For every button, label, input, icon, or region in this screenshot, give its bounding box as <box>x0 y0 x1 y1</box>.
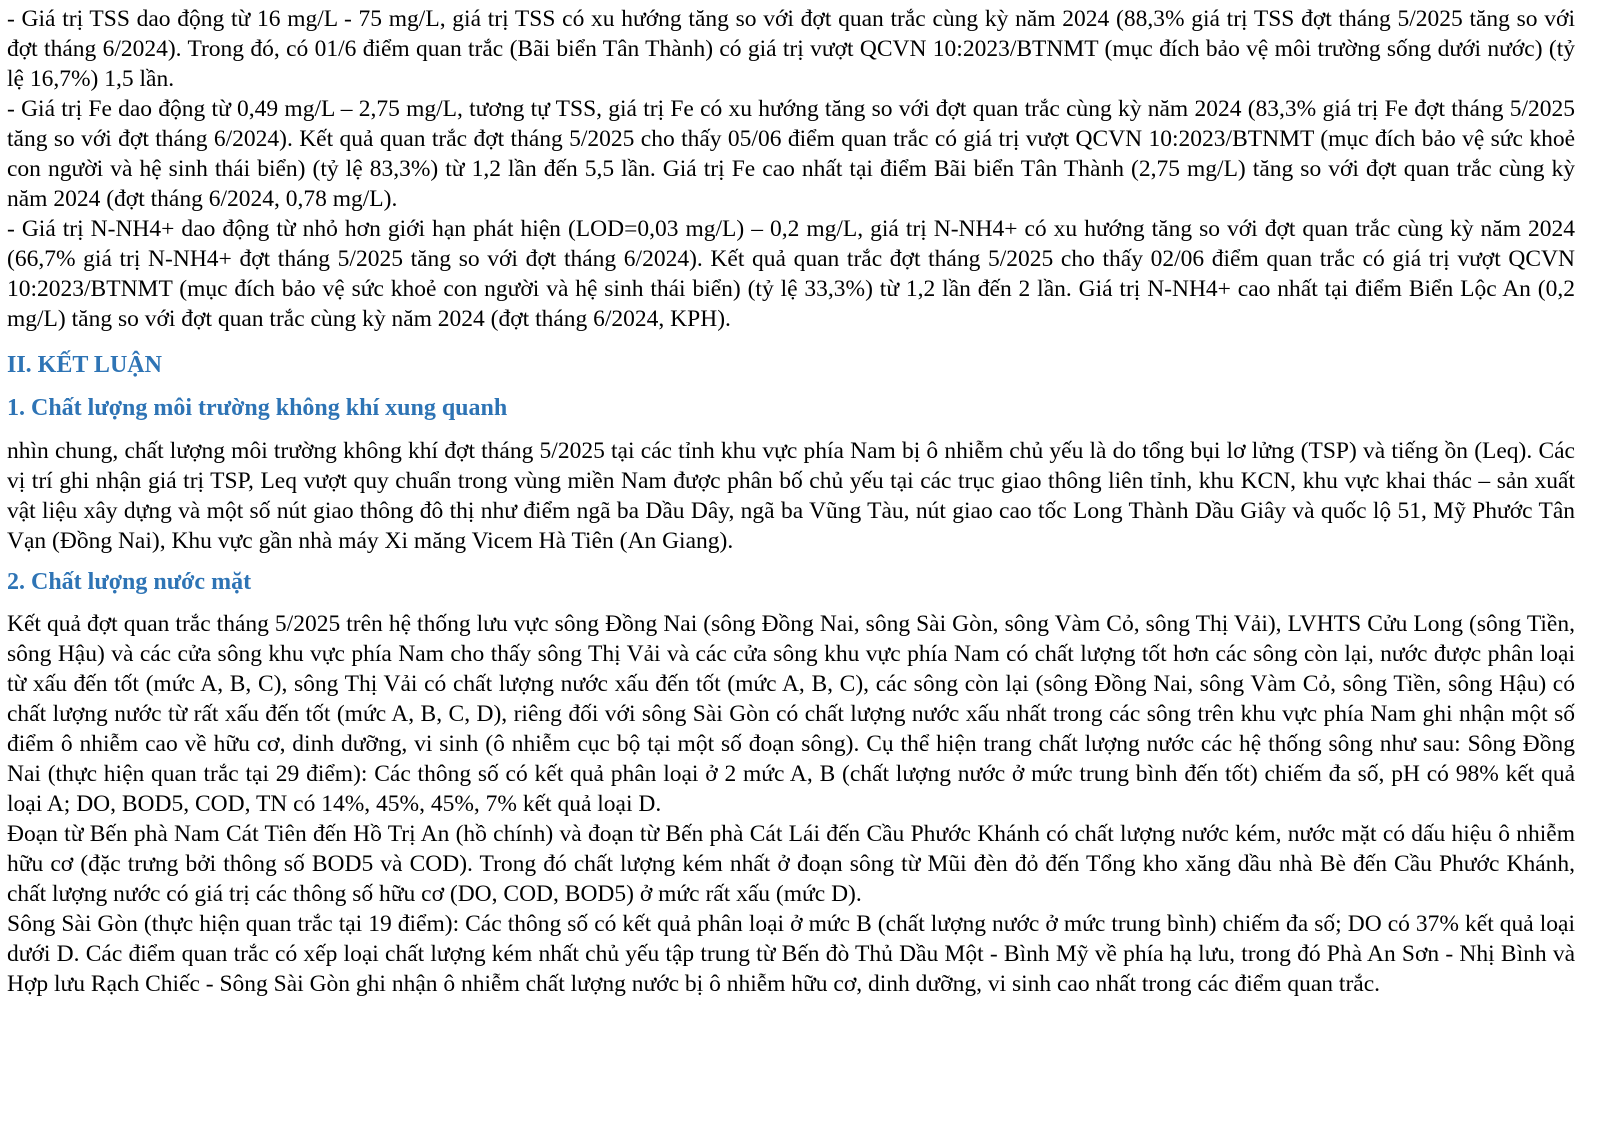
air-quality-paragraph: nhìn chung, chất lượng môi trường không khí đợt tháng 5/2025 tại các tỉnh khu vực phía Nam bị ô nhiễm chủ yếu là do tổng bụi lơ lửng (TSP) và tiếng ồn (Leq). Các vị trí ghi nhận giá trị TSP, Leq vượt quy chuẩn trong vùng miền Nam được phân bố chủ yếu tại các trục giao thông liên tỉnh, khu KCN, khu vực khai thác – sản xuất vật liệu xây dựng và một số nút giao thông đô thị như điểm ngã ba Dầu Dây, ngã ba Vũng Tàu, nút giao cao tốc Long Thành Dầu Giây và quốc lộ 51, Mỹ Phước Tân Vạn (Đồng Nai), Khu vực gần nhà máy Xi măng Vicem Hà Tiên (An Giang). <box>7 438 1575 554</box>
document-page <box>7 4 1575 999</box>
surface-water-paragraph: Kết quả đợt quan trắc tháng 5/2025 trên hệ thống lưu vực sông Đồng Nai (sông Đồng Nai, sông Sài Gòn, sông Vàm Cỏ, sông Thị Vải), LVHTS Cửu Long (sông Tiền, sông Hậu) và các cửa sông khu vực phía Nam cho thấy sông Thị Vải và các cửa sông khu vực phía Nam có chất lượng tốt hơn các sông còn lại, nước được phân loại từ xấu đến tốt (mức A, B, C), sông Thị Vải có chất lượng nước xấu đến tốt (mức A, B, C), các sông còn lại (sông Đồng Nai, sông Vàm Cỏ, sông Tiền, sông Hậu) có chất lượng nước từ rất xấu đến tốt (mức A, B, C, D), riêng đối với sông Sài Gòn có chất lượng nước xấu nhất trong các sông trên khu vực phía Nam ghi nhận một số điểm ô nhiễm cao về hữu cơ, dinh dưỡng, vi sinh (ô nhiễm cục bộ tại một số đoạn sông). Cụ thể hiện trang chất lượng nước các hệ thống sông như sau: Sông Đồng Nai (thực hiện quan trắc tại 29 điểm): Các thông số có kết quả phân loại ở 2 mức A, B (chất lượng nước ở mức trung bình đến tốt) chiếm đa số, pH có 98% kết quả loại A; DO, BOD5, COD, TN có 14%, 45%, 45%, 7% kết quả loại D. <box>7 611 1575 817</box>
subsection-heading-air-quality: 1. Chất lượng môi trường không khí xung quanh <box>7 395 508 421</box>
sai-gon-river-paragraph: Sông Sài Gòn (thực hiện quan trắc tại 19 điểm): Các thông số có kết quả phân loại ở mức B (chất lượng nước ở mức trung bình) chiếm đa số; DO có 37% kết quả loại dưới D. Các điểm quan trắc có xếp loại chất lượng kém nhất chủ yếu tập trung từ Bến đò Thủ Dầu Một - Bình Mỹ về phía hạ lưu, trong đó Phà An Sơn - Nhị Bình và Hợp lưu Rạch Chiếc - Sông Sài Gòn ghi nhận ô nhiễm chất lượng nước bị ô nhiễm hữu cơ, dinh dưỡng, vi sinh cao nhất trong các điểm quan trắc. <box>7 911 1575 997</box>
section-heading-ket-luan: II. KẾT LUẬN <box>7 352 162 378</box>
fe-paragraph: - Giá trị Fe dao động từ 0,49 mg/L – 2,75 mg/L, tương tự TSS, giá trị Fe có xu hướng tăng so với đợt quan trắc cùng kỳ năm 2024 (83,3% giá trị Fe đợt tháng 5/2025 tăng so với đợt tháng 6/2024). Kết quả quan trắc đợt tháng 5/2025 cho thấy 05/06 điểm quan trắc có giá trị vượt QCVN 10:2023/BTNMT (mục đích bảo vệ sức khoẻ con người và hệ sinh thái biển) (tỷ lệ 83,3%) từ 1,2 lần đến 5,5 lần. Giá trị Fe cao nhất tại điểm Bãi biển Tân Thành (2,75 mg/L) tăng so với đợt quan trắc cùng kỳ năm 2024 (đợt tháng 6/2024, 0,78 mg/L). <box>7 96 1575 212</box>
dong-nai-segment-paragraph: Đoạn từ Bến phà Nam Cát Tiên đến Hồ Trị An (hồ chính) và đoạn từ Bến phà Cát Lái đến Cầu Phước Khánh có chất lượng nước kém, nước mặt có dấu hiệu ô nhiễm hữu cơ (đặc trưng bởi thông số BOD5 và COD). Trong đó chất lượng kém nhất ở đoạn sông từ Mũi đèn đỏ đến Tổng kho xăng dầu nhà Bè đến Cầu Phước Khánh, chất lượng nước có giá trị các thông số hữu cơ (DO, COD, BOD5) ở mức rất xấu (mức D). <box>7 821 1575 907</box>
nh4-paragraph: - Giá trị N-NH4+ dao động từ nhỏ hơn giới hạn phát hiện (LOD=0,03 mg/L) – 0,2 mg/L, giá trị N-NH4+ có xu hướng tăng so với đợt quan trắc cùng kỳ năm 2024 (66,7% giá trị N-NH4+ đợt tháng 5/2025 tăng so với đợt tháng 6/2024). Kết quả quan trắc đợt tháng 5/2025 cho thấy 02/06 điểm quan trắc có giá trị vượt QCVN 10:2023/BTNMT (mục đích bảo vệ sức khoẻ con người và hệ sinh thái biển) (tỷ lệ 33,3%) từ 1,2 lần đến 2 lần. Giá trị N-NH4+ cao nhất tại điểm Biển Lộc An (0,2 mg/L) tăng so với đợt quan trắc cùng kỳ năm 2024 (đợt tháng 6/2024, KPH). <box>7 216 1575 332</box>
tss-paragraph: - Giá trị TSS dao động từ 16 mg/L - 75 mg/L, giá trị TSS có xu hướng tăng so với đợt quan trắc cùng kỳ năm 2024 (88,3% giá trị TSS đợt tháng 5/2025 tăng so với đợt tháng 6/2024). Trong đó, có 01/6 điểm quan trắc (Bãi biển Tân Thành) có giá trị vượt QCVN 10:2023/BTNMT (mục đích bảo vệ môi trường sống dưới nước) (tỷ lệ 16,7%) 1,5 lần. <box>7 6 1575 92</box>
subsection-heading-surface-water: 2. Chất lượng nước mặt <box>7 569 252 595</box>
